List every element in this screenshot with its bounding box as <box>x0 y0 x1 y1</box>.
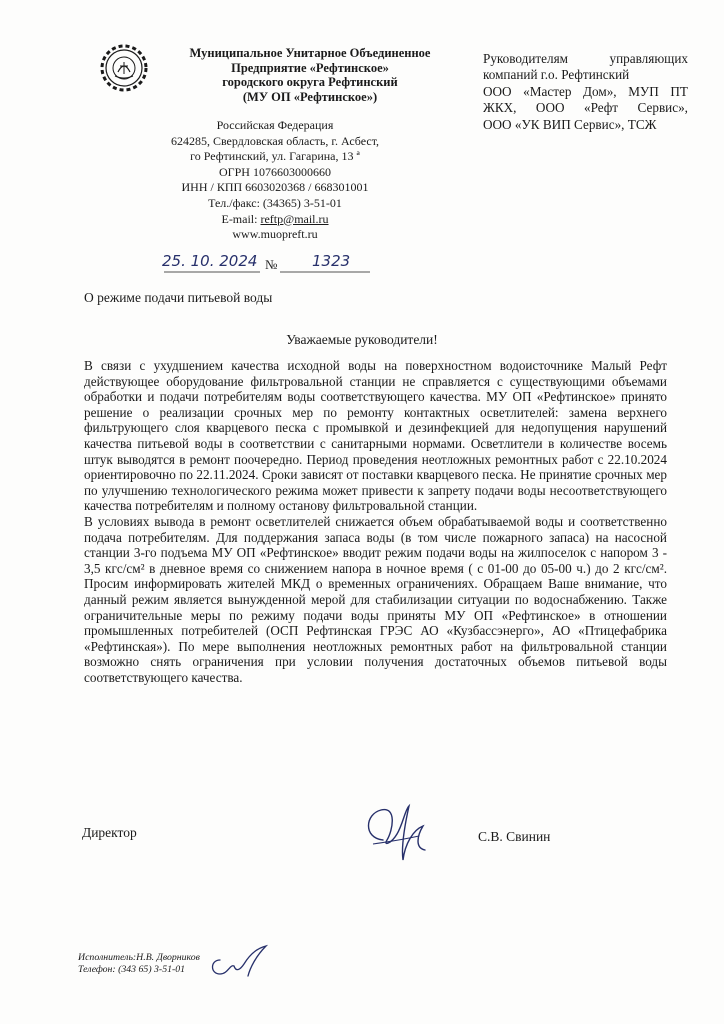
phone-fax: Тел./факс: (34365) 3-51-01 <box>208 195 342 210</box>
greeting: Уважаемые руководители! <box>286 332 438 347</box>
address-line-1: 624285, Свердловская область, г. Асбест, <box>170 133 380 148</box>
executor-info <box>78 952 200 976</box>
addressee-word: «Мастер <box>523 83 572 99</box>
organization-header <box>165 46 455 104</box>
addressee-word: Руководителям <box>483 51 568 66</box>
addressee-word: ЖКХ, <box>483 100 517 116</box>
executor-signature <box>206 942 272 980</box>
executor-name: Исполнитель:Н.В. Дворников <box>78 952 200 963</box>
addressee-line: компаний г.о. Рефтинский <box>483 67 630 83</box>
email-link[interactable]: reftp@mail.ru <box>260 211 329 226</box>
letter-body <box>84 358 667 685</box>
date-number-underline <box>162 270 372 274</box>
org-line: Муниципальное Унитарное Объединенное <box>189 46 431 60</box>
addressee-word: ООО <box>535 100 565 116</box>
addressee-line <box>483 100 688 116</box>
organization-requisites <box>140 118 410 243</box>
addressee-word: управляющих <box>609 51 688 66</box>
ogrn: ОГРН 1076603000660 <box>219 164 331 179</box>
addressee-word: ООО <box>483 83 512 99</box>
signatory-name: С.В. Свинин <box>478 829 551 844</box>
org-line: Предприятие «Рефтинское» <box>231 60 389 75</box>
email-label: E-mail: <box>221 211 261 226</box>
addressee-word: Сервис», <box>637 100 688 116</box>
addressee-block <box>483 51 688 133</box>
org-line: городского округа Рефтинский <box>222 75 398 89</box>
website-link[interactable]: www.muopreft.ru <box>232 227 318 242</box>
paragraph: В условиях вывода в ремонт осветлителей снижается объем обрабатываемой воды и соответственно подача потребителям. Для поддержания запаса воды (в том числе пожарного запаса) на насосной станции 3-го подъема МУ ОП «Рефтинское» вводит режим подачи воды на жилпоселок с напором 3 - 3,5 кгс/см² в дневное время со снижением напора в ночное время ( с 01-00 до 05-00 ч.) до 2 кгс/см². Просим информировать жителей МКД о временных ограничениях. Обращаем Ваше внимание, что данный режим является вынужденной мерой для стабилизации ситуации по водоснабжению. Также ограничительные меры по режиму подачи воды приняты МУ ОП «Рефтинское» в отношении промышленных потребителей (ОСП Рефтинская ГРЭС АО «Кузбассэнерго», АО «Птицефабрика «Рефтинская»). По мере выполнения неотложных ремонтных работ на фильтровальной станции возможно снять ограничения при условии получения достаточных объемов питьевой воды соответствующего качества. <box>84 513 667 685</box>
paragraph: В связи с ухудшением качества исходной воды на поверхностном водоисточнике Малый Рефт действующее оборудование фильтровальной станции не справляется с существующими объемами обработки и подачи потребителям воды соответствующего качества. МУ ОП «Рефтинское» принято решение о реализации срочных мер по ремонту контактных осветлителей: замена верхнего фильтрующего слоя кварцевого песка с промывкой и дезинфекцией для недопущения нарушений качества питьевой воды в соответствии с санитарными нормами. Осветлители в количестве восемь штук выводятся в ремонт поочередно. Период проведения неотложных ремонтных работ с 22.10.2024 ориентировочно по 22.11.2024. Сроки зависят от поставки кварцевого песка. Не принятие срочных мер по улучшению технологического режима может привести к запрету подачи воды несоответствующего качества потребителям и полному останову фильтровальной станции. <box>84 358 667 514</box>
document-date-number <box>162 252 372 278</box>
addressee-word: Дом», <box>583 83 617 99</box>
inn-kpp: ИНН / КПП 6603020368 / 668301001 <box>181 180 369 195</box>
addressee-line: ООО «УК ВИП Сервис», ТСЖ <box>483 116 657 132</box>
director-signature <box>353 800 439 868</box>
org-line: (МУ ОП «Рефтинское») <box>242 89 378 104</box>
addressee-line <box>483 84 688 100</box>
country: Российская Федерация <box>216 118 334 132</box>
signatory-position: Директор <box>82 825 137 840</box>
company-logo <box>98 42 150 94</box>
executor-phone: Телефон: (343 65) 3-51-01 <box>78 964 186 975</box>
addressee-line <box>483 51 688 67</box>
addressee-word: ПТ <box>670 83 688 99</box>
addressee-word: «Рефт <box>583 100 619 116</box>
email-line <box>140 212 410 228</box>
letter-subject: О режиме подачи питьевой воды <box>84 290 273 305</box>
document-date: 25. 10. 2024 <box>162 252 258 270</box>
addressee-word: МУП <box>628 83 659 99</box>
number-sign: № <box>265 257 278 272</box>
address-line-2: го Рефтинский, ул. Гагарина, 13 ª <box>190 149 360 164</box>
document-number: 1323 <box>312 252 351 270</box>
